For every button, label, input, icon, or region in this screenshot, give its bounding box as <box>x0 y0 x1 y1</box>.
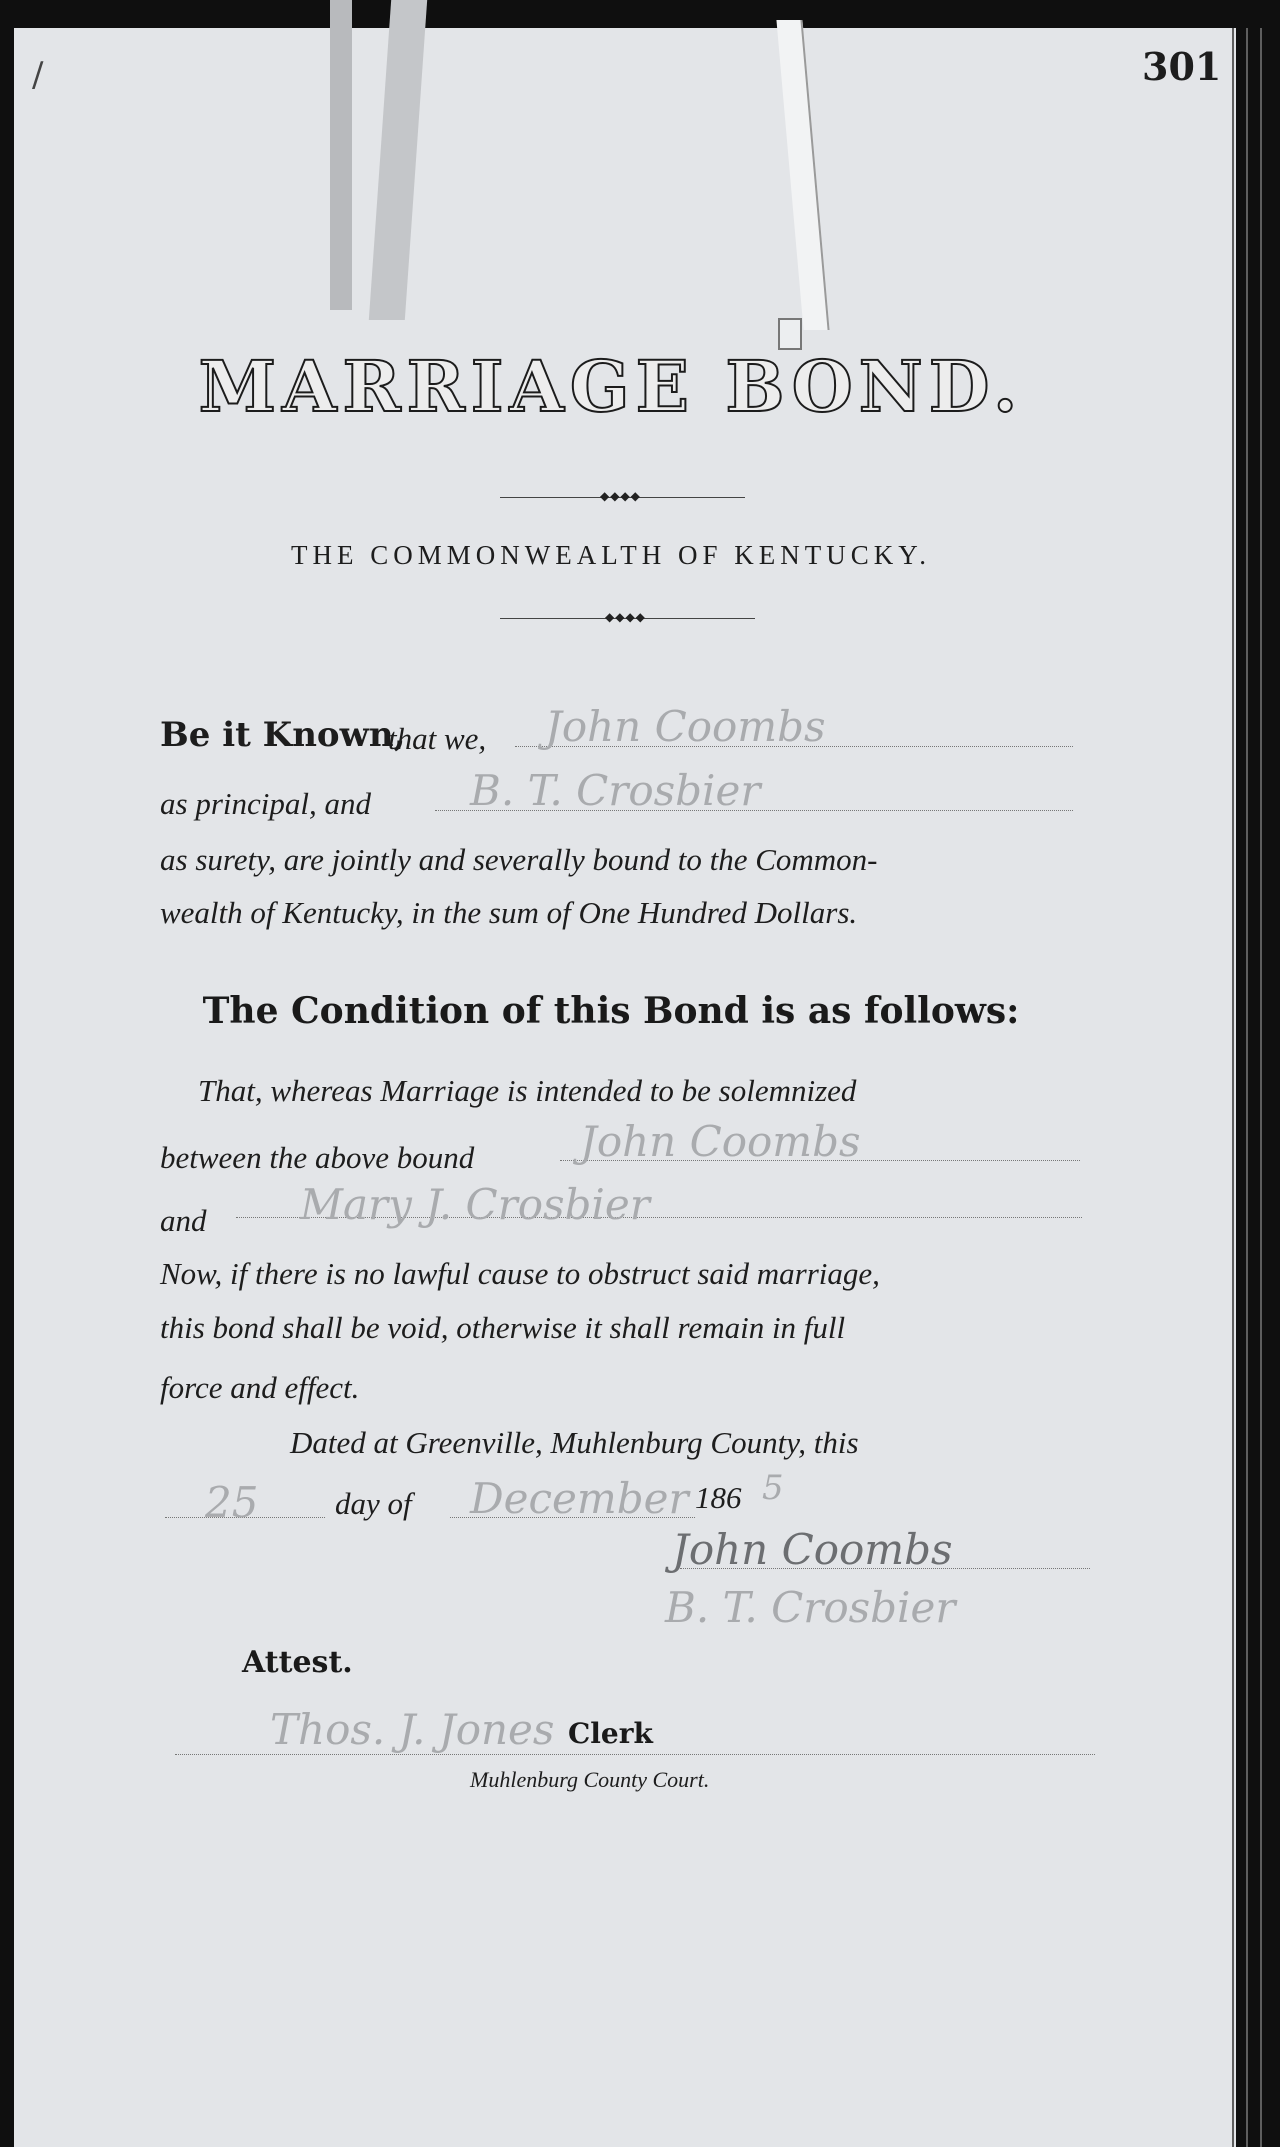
margin-mark: / <box>32 55 44 95</box>
condition-line-6: force and effect. <box>160 1370 360 1405</box>
be-it-known-label: Be it Known, <box>160 715 406 755</box>
and-label: and <box>160 1203 207 1238</box>
bride-name: Mary J. Crosbier <box>300 1180 650 1229</box>
principal-name: John Coombs <box>545 702 826 751</box>
surety-signature: B. T. Crosbier <box>665 1583 956 1632</box>
condition-line-4: Now, if there is no lawful cause to obstruct said marriage, <box>160 1256 880 1291</box>
as-principal-label: as principal, and <box>160 786 371 821</box>
clerk-label: Clerk <box>568 1717 653 1750</box>
page-edge <box>1232 28 1234 2147</box>
page-edge <box>1260 28 1262 2147</box>
binding-ribbon <box>330 0 352 310</box>
surety-name: B. T. Crosbier <box>470 766 761 815</box>
that-we-label: that we, <box>388 721 487 756</box>
court-name: Muhlenburg County Court. <box>470 1767 710 1792</box>
day-of-label: day of <box>335 1486 412 1521</box>
condition-line-2: between the above bound <box>160 1140 475 1175</box>
clerk-signature: Thos. J. Jones <box>270 1705 555 1754</box>
surety-text: as surety, are jointly and severally bound to the Common- <box>160 842 878 877</box>
condition-line-5: this bond shall be void, otherwise it shall remain in full <box>160 1310 846 1345</box>
year-prefix: 186 <box>695 1480 742 1515</box>
condition-line-1: That, whereas Marriage is intended to be solemnized <box>198 1073 857 1108</box>
subtitle: THE COMMONWEALTH OF KENTUCKY. <box>290 540 931 570</box>
ornament: ◆◆◆◆ <box>600 489 641 503</box>
ornament: ◆◆◆◆ <box>605 610 646 624</box>
month-value: December <box>470 1474 689 1523</box>
sum-text: wealth of Kentucky, in the sum of One Hundred Dollars. <box>160 895 858 930</box>
dated-line: Dated at Greenville, Muhlenburg County, this <box>290 1425 859 1460</box>
page-number: 301 <box>1142 44 1222 89</box>
principal-signature: John Coombs <box>672 1525 953 1574</box>
clerk-line <box>175 1754 1095 1755</box>
page-title: MARRIAGE BOND. <box>198 345 1024 428</box>
groom-name: John Coombs <box>580 1117 861 1166</box>
attest-label: Attest. <box>242 1645 353 1680</box>
page-edge <box>1246 28 1248 2147</box>
year-value: 5 <box>762 1468 784 1508</box>
condition-heading: The Condition of this Bond is as follows: <box>202 990 1020 1032</box>
day-value: 25 <box>205 1478 259 1527</box>
